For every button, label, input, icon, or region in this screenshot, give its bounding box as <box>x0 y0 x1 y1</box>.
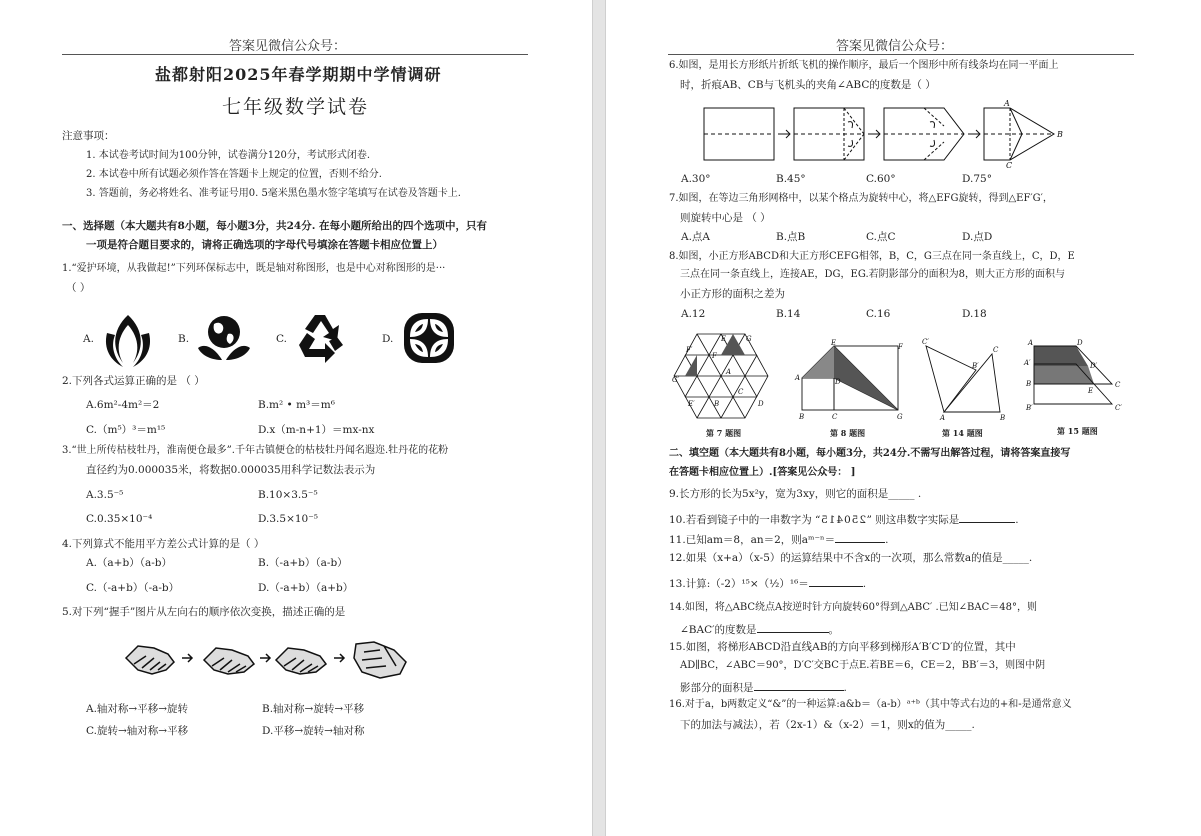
q10-text-after: ” 则这串数字实际是 <box>866 514 960 526</box>
q8-option-a: A.12 <box>681 308 706 320</box>
q1-option-a-label: A. <box>83 333 94 345</box>
fig15-caption: 第 15 题图 <box>1057 426 1098 436</box>
fig7-hexagon-grid <box>672 330 770 422</box>
q2-option-d: D.x（m-n+1）＝mx-nx <box>258 424 375 436</box>
handshake-sequence-figure <box>124 636 414 682</box>
q7-option-a: A.点A <box>681 231 711 243</box>
q2-option-c: C.（m⁵）³＝m¹⁵ <box>86 424 166 436</box>
fig15-trapezoids <box>1024 338 1134 418</box>
section2-heading-cont: 在答题卡相应位置上）.[答案见公众号： ] <box>669 467 856 478</box>
fig14-label: C <box>993 346 999 354</box>
notice-item: 3. 答题前，务必将姓名、准考证号用0. 5毫米黑色墨水签字笔填写在试卷及答题卡上. <box>86 188 461 199</box>
q4-stem: 4.下列算式不能用平方差公式计算的是（ ） <box>62 538 265 550</box>
q3-stem-cont: 直径约为0.000035米，将数据0.000035用科学记数法表示为 <box>86 464 376 476</box>
q6-option-a: A.30° <box>681 173 711 185</box>
q8-stem: 8.如图，小正方形ABCD和大正方形CEFG相邻，B，C，G三点在同一条直线上，C，D，E <box>669 251 1075 262</box>
recycle-icon <box>295 311 347 365</box>
four-leaf-icon <box>402 311 456 365</box>
q7-stem: 7.如图，在等边三角形网格中，以某个格点为旋转中心，将△EFG旋转，得到△EF′G′， <box>669 193 1053 204</box>
q15-stem-cont: AD∥BC，∠ABC＝90°，D′C′交BC于点E.若BE＝6，CE＝2，BB′＝3，则图中阴 <box>680 660 1046 671</box>
q8-option-d: D.18 <box>962 308 987 320</box>
fig14-label: C′ <box>922 338 929 346</box>
q1-option-b-label: B. <box>178 333 190 345</box>
q10-line <box>669 511 1019 527</box>
q15-end: . <box>843 682 847 694</box>
section2-heading: 二、填空题（本大题共有8小题，每小题3分，共24分.不需写出解答过程，请将答案直接写 <box>669 448 1071 459</box>
q5-stem: 5.对下列“握手”图片从左向右的顺序依次变换，描述正确的是 <box>62 606 346 618</box>
q14-text: ∠BAC′的度数是 <box>680 624 757 636</box>
fig7-label: B <box>714 400 720 408</box>
exam-page-left <box>0 0 592 836</box>
section1-heading-cont: 一项是符合题目要求的，请将正确选项的字母代号填涂在答题卡相应位置上） <box>86 239 443 251</box>
q12-text: 12.如果（x+a）（x-5）的运算结果中不含x的一次项，那么常数a的值是_____. <box>669 552 1033 564</box>
q13-end: . <box>862 578 867 590</box>
fig7-label: F <box>712 352 717 360</box>
q1-blank: （ ） <box>66 282 91 294</box>
fig14-label: B <box>1000 414 1006 422</box>
q3-option-c: C.0.35×10⁻⁴ <box>86 513 153 525</box>
q14-end: 。 <box>828 624 840 636</box>
fig7-caption: 第 7 题图 <box>706 428 742 438</box>
q15-answer-blank[interactable] <box>754 679 844 691</box>
fig15-label: D <box>1077 339 1083 347</box>
fig8-label: G <box>897 413 903 421</box>
q6-option-d: D.75° <box>962 173 992 185</box>
q7-option-d: D.点D <box>962 231 993 243</box>
fig15-label: C <box>1115 381 1121 389</box>
q9-text: 9.长方形的长为5x²y，宽为3xy，则它的面积是_____ . <box>669 488 922 500</box>
q10-end: . <box>1015 514 1019 526</box>
fig8-label: E <box>831 339 837 347</box>
q16-stem-cont: 下的加法与减法），若（2x-1）&（x-2）＝1，则x的值为_____. <box>680 719 975 731</box>
q3-option-d: D.3.5×10⁻⁵ <box>258 513 318 525</box>
q15-text: 影部分的面积是 <box>680 682 754 694</box>
q8-stem-cont2: 小正方形的面积之差为 <box>680 288 785 300</box>
exam-title: 盐都射阳2025年春学期期中学情调研 <box>155 65 442 84</box>
notice-item: 1. 本试卷考试时间为100分钟，试卷满分120分，考试形式闭卷. <box>86 150 371 161</box>
fig15-label: E <box>1088 387 1094 395</box>
q3-option-a: A.3.5⁻⁵ <box>86 489 124 501</box>
q11-answer-blank[interactable] <box>835 531 885 543</box>
fig8-label: B <box>799 413 805 421</box>
q10-answer-blank[interactable] <box>959 511 1015 523</box>
q13-line <box>669 575 866 591</box>
q2-stem: 2.下列各式运算正确的是 （ ） <box>62 375 205 387</box>
page-gutter <box>592 0 606 836</box>
q14-answer-blank[interactable] <box>757 621 829 633</box>
q6-stem-cont: 时，折痕AB、CB与飞机头的夹角∠ABC的度数是（ ） <box>680 79 936 91</box>
fig14-label: A <box>940 414 946 422</box>
section1-heading: 一、选择题（本大题共有8小题，每小题3分，共24分. 在每小题所给出的四个选项中，只有 <box>62 220 488 232</box>
flame-leaf-icon <box>101 311 155 369</box>
q13-text: 13.计算:（-2）¹⁵×（½）¹⁶＝ <box>669 578 809 590</box>
notice-item: 2. 本试卷中所有试题必须作答在答题卡上规定的位置，否则不给分. <box>86 169 382 180</box>
fig7-label: D <box>758 400 764 408</box>
fig7-label: E <box>721 335 727 343</box>
q14-line <box>680 621 839 637</box>
q6-stem: 6.如图，是用长方形纸片折纸飞机的操作顺序，最后一个图形中所有线条均在同一平面上 <box>669 60 1059 71</box>
q7-option-b: B.点B <box>776 231 806 243</box>
q6-option-c: C.60° <box>866 173 896 185</box>
globe-hands-icon <box>196 312 252 364</box>
q8-option-b: B.14 <box>776 308 801 320</box>
q5-option-a: A.轴对称→平移→旋转 <box>86 703 189 715</box>
q3-option-b: B.10×3.5⁻⁵ <box>258 489 318 501</box>
fig15-label: D′ <box>1090 362 1098 370</box>
q4-option-b: B.（-a+b）（a-b） <box>258 557 348 569</box>
q4-option-c: C.（-a+b）（-a-b） <box>86 582 180 594</box>
q10-mirror-digits: 250415 <box>820 514 867 526</box>
q5-option-c: C.旋转→轴对称→平移 <box>86 725 189 737</box>
q4-option-a: A.（a+b）（a-b） <box>86 557 172 569</box>
fig15-label: B′ <box>1026 404 1033 412</box>
q1-stem: 1.“爱护环境，从我做起!”下列环保标志中，既是轴对称图形，也是中心对称图形的是··· <box>62 263 446 274</box>
fig7-label: A <box>726 368 732 376</box>
q3-stem: 3.“世上所传枯枝牡丹，淮南便仓最多”.千年古镇便仓的枯枝牡丹闻名遐迩.牡丹花的花粉 <box>62 445 449 456</box>
fig7-label: F′ <box>686 346 693 354</box>
exam-page-right <box>606 0 1201 836</box>
q1-option-c-label: C. <box>276 333 287 345</box>
notice-heading: 注意事项： <box>62 130 115 142</box>
page-header: 答案见微信公众号： <box>229 39 347 54</box>
q6-label-b: B <box>1057 130 1063 139</box>
q5-option-b: B.轴对称→旋转→平移 <box>262 703 365 715</box>
q5-option-d: D.平移→旋转→轴对称 <box>262 725 365 737</box>
header-rule <box>668 54 1134 55</box>
q6-label-c: C <box>1006 161 1013 170</box>
q2-option-a: A.6m²-4m²＝2 <box>86 399 160 411</box>
q6-label-a: A <box>1004 99 1010 108</box>
page-header: 答案见微信公众号： <box>836 39 954 54</box>
fig8-caption: 第 8 题图 <box>830 428 866 438</box>
q10-text: 10.若看到镜子中的一串数字为 “ <box>669 514 821 526</box>
q15-stem: 15.如图，将梯形ABCD沿直线AB的方向平移到梯形A′B′C′D′的位置，其中 <box>669 641 1016 653</box>
q15-line <box>680 679 847 695</box>
fig8-label: F <box>898 343 903 351</box>
fig14-triangles <box>914 336 1014 422</box>
fig15-label: A <box>1028 339 1034 347</box>
paper-airplane-figure <box>702 99 1063 170</box>
fig15-label: B <box>1026 380 1032 388</box>
fig7-label: E′ <box>688 400 695 408</box>
fig8-label: C <box>832 413 838 421</box>
q7-option-c: C.点C <box>866 231 896 243</box>
fig14-caption: 第 14 题图 <box>942 428 983 438</box>
q6-option-b: B.45° <box>776 173 806 185</box>
q8-stem-cont: 三点在同一条直线上，连接AE，DG，EG.若阴影部分的面积为8，则大正方形的面积与 <box>680 269 1065 280</box>
fig7-label: C <box>738 388 744 396</box>
fig15-label: C′ <box>1115 404 1122 412</box>
fig8-squares <box>794 340 904 420</box>
q4-option-d: D.（-a+b）（a+b） <box>258 582 354 594</box>
q1-option-d-label: D. <box>382 333 394 345</box>
fig7-label: G <box>746 335 752 343</box>
q13-answer-blank[interactable] <box>809 575 863 587</box>
fig8-label: A <box>795 374 801 382</box>
fig14-label: B′ <box>972 362 979 370</box>
exam-subtitle: 七年级数学试卷 <box>222 96 370 118</box>
q11-line <box>669 531 888 547</box>
fig15-label: A′ <box>1024 359 1031 367</box>
q14-stem: 14.如图，将△ABC绕点A按逆时针方向旋转60°得到△ABC′ .已知∠BAC＝48°，则 <box>669 602 1037 613</box>
fig7-label: G′ <box>672 376 680 384</box>
header-rule <box>62 54 528 55</box>
q16-stem: 16.对于a，b两数定义“&”的一种运算:a&b＝（a-b）ᵃ⁺ᵇ（其中等式右边的+和-是通常意义 <box>669 699 1072 710</box>
fig8-label: D <box>835 378 841 386</box>
q8-option-c: C.16 <box>866 308 891 320</box>
q11-end: . <box>885 534 889 546</box>
q11-text: 11.已知am＝8，an＝2，则aᵐ⁻ⁿ＝ <box>669 534 836 546</box>
q2-option-b: B.m² • m³＝m⁶ <box>258 399 335 411</box>
q7-stem-cont: 则旋转中心是 （ ） <box>680 212 771 224</box>
